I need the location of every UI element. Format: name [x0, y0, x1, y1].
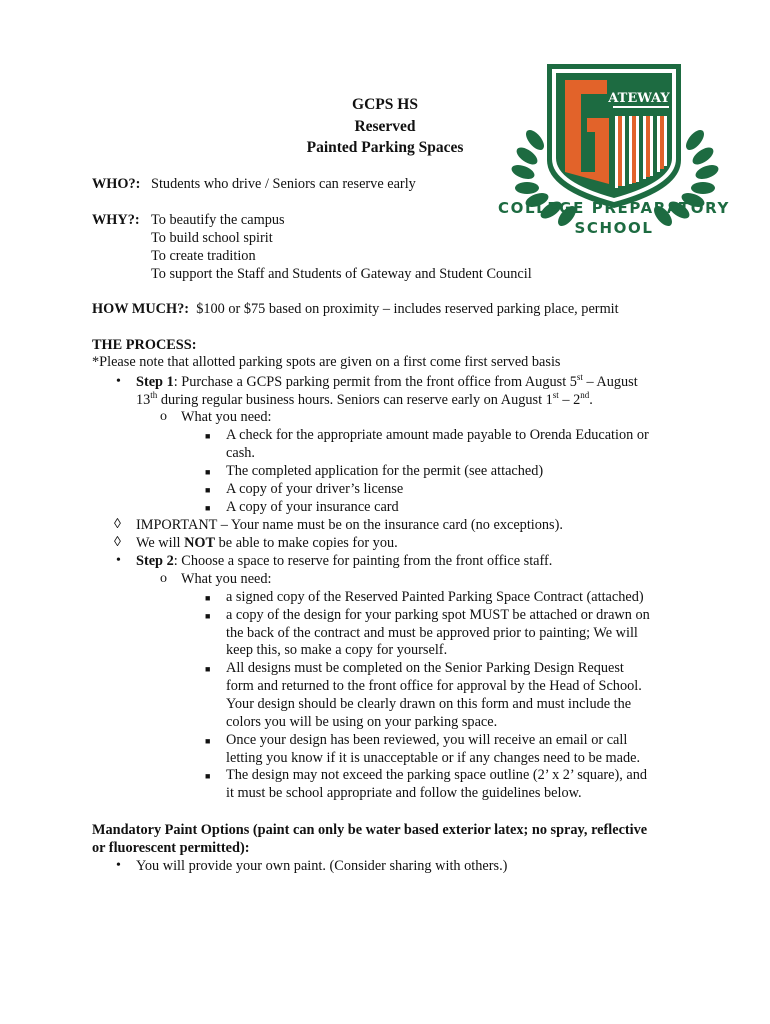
step2-line: All designs must be completed on the Senior Parking Design Request [226, 660, 624, 676]
step1-need: A copy of your driver’s license [226, 481, 404, 497]
square-bullet-icon: ■ [205, 593, 211, 603]
step1-sub-label: What you need: [181, 409, 272, 425]
step1-text: – August [582, 374, 638, 390]
process-heading: THE PROCESS: [92, 337, 197, 353]
square-bullet-icon: ■ [205, 771, 211, 781]
step2-line1 [136, 552, 552, 570]
bullet-icon: • [116, 858, 121, 873]
step1-need: The completed application for the permit (see attached) [226, 463, 544, 479]
copies-note [136, 534, 398, 552]
page-title-line2: Reserved [354, 118, 416, 135]
shield-wordmark: ATEWAY [608, 91, 670, 106]
who-label: WHO?: [92, 176, 141, 192]
square-bullet-icon: ■ [205, 611, 211, 621]
why-item: To create tradition [151, 248, 256, 264]
square-bullet-icon: ■ [205, 736, 211, 746]
step1-label: Step 1 [136, 374, 174, 390]
important-note: IMPORTANT – Your name must be on the insurance card (no exceptions). [136, 517, 563, 533]
gateway-shield-logo [495, 60, 735, 245]
step1-line1 [136, 373, 638, 391]
copies-text: be able to make copies for you. [215, 535, 398, 551]
mandatory-bullet: You will provide your own paint. (Consider sharing with others.) [136, 858, 508, 874]
step1-text: during regular business hours. Seniors can reserve early on August 1 [157, 392, 553, 408]
bullet-icon: • [116, 374, 121, 389]
why-item: To build school spirit [151, 230, 273, 246]
step1-need: A check for the appropriate amount made payable to Orenda Education or [226, 427, 649, 443]
diamond-bullet-icon: ◊ [114, 517, 121, 532]
square-bullet-icon: ■ [205, 431, 211, 441]
page-title-line3: Painted Parking Spaces [306, 139, 464, 156]
square-bullet-icon: ■ [205, 467, 211, 477]
step2-line: Your design should be clearly drawn on this form and must include the [226, 696, 632, 712]
step2-line: keep this, so make a copy for yourself. [226, 642, 448, 658]
step1-need: A copy of your insurance card [226, 499, 399, 515]
square-bullet-icon: ■ [205, 485, 211, 495]
copies-emphasis: NOT [184, 535, 216, 551]
page-title-line1: GCPS HS [352, 96, 418, 113]
step2-line: The design may not exceed the parking space outline (2’ x 2’ square), and [226, 767, 648, 783]
superscript: st [576, 372, 583, 383]
circle-bullet-icon: o [160, 409, 167, 424]
superscript: st [552, 390, 559, 401]
mandatory-heading: Mandatory Paint Options (paint can only be water based exterior latex; no spray, reflective [92, 822, 648, 838]
step1-text: . [589, 392, 593, 408]
step2-label: Step 2 [136, 553, 174, 569]
logo-school-name-line1: COLLEGE PREPARATORY [498, 199, 730, 217]
step2-line: letting you know if it is unacceptable or if any changes need to be made. [226, 750, 641, 766]
square-bullet-icon: ■ [205, 664, 211, 674]
circle-bullet-icon: o [160, 571, 167, 586]
step2-line: colors you will be using on your parking space. [226, 714, 498, 730]
step1-text: 13 [136, 392, 151, 408]
how-much-label: HOW MUCH?: [92, 301, 190, 317]
why-item: To beautify the campus [151, 212, 285, 228]
step2-line: it must be school appropriate and follow the guidelines below. [226, 785, 582, 801]
step2-line: form and returned to the front office for approval by the Head of School. [226, 678, 642, 694]
step2-line: the back of the contract and must be approved prior to painting; We will [226, 625, 638, 641]
step2-text: : Choose a space to reserve for painting from the front office staff. [173, 553, 553, 569]
square-bullet-icon: ■ [205, 503, 211, 513]
step2-line: a copy of the design for your parking spot MUST be attached or drawn on [226, 607, 650, 623]
copies-text: We will [136, 535, 185, 551]
superscript: th [150, 390, 158, 401]
why-item: To support the Staff and Students of Gateway and Student Council [151, 266, 532, 282]
step2-sub-label: What you need: [181, 571, 272, 587]
mandatory-heading-cont: or fluorescent permitted): [92, 840, 250, 856]
superscript: nd [580, 390, 590, 401]
diamond-bullet-icon: ◊ [114, 535, 121, 550]
step1-line2 [136, 391, 593, 409]
step2-line: a signed copy of the Reserved Painted Parking Space Contract (attached) [226, 589, 644, 605]
why-label: WHY?: [92, 212, 140, 228]
how-much-text: $100 or $75 based on proximity – includes reserved parking place, permit [196, 301, 619, 317]
step2-line: Once your design has been reviewed, you will receive an email or call [226, 732, 628, 748]
step1-text: : Purchase a GCPS parking permit from the front office from August 5 [173, 374, 577, 390]
step1-text: – 2 [558, 392, 581, 408]
logo-school-name-line2: SCHOOL [574, 219, 654, 237]
who-text: Students who drive / Seniors can reserve early [151, 176, 416, 192]
bullet-icon: • [116, 553, 121, 568]
how-much-line [92, 300, 619, 318]
process-note: *Please note that allotted parking spots are given on a first come first served basis [92, 354, 561, 370]
step1-need-cont: cash. [226, 445, 255, 461]
